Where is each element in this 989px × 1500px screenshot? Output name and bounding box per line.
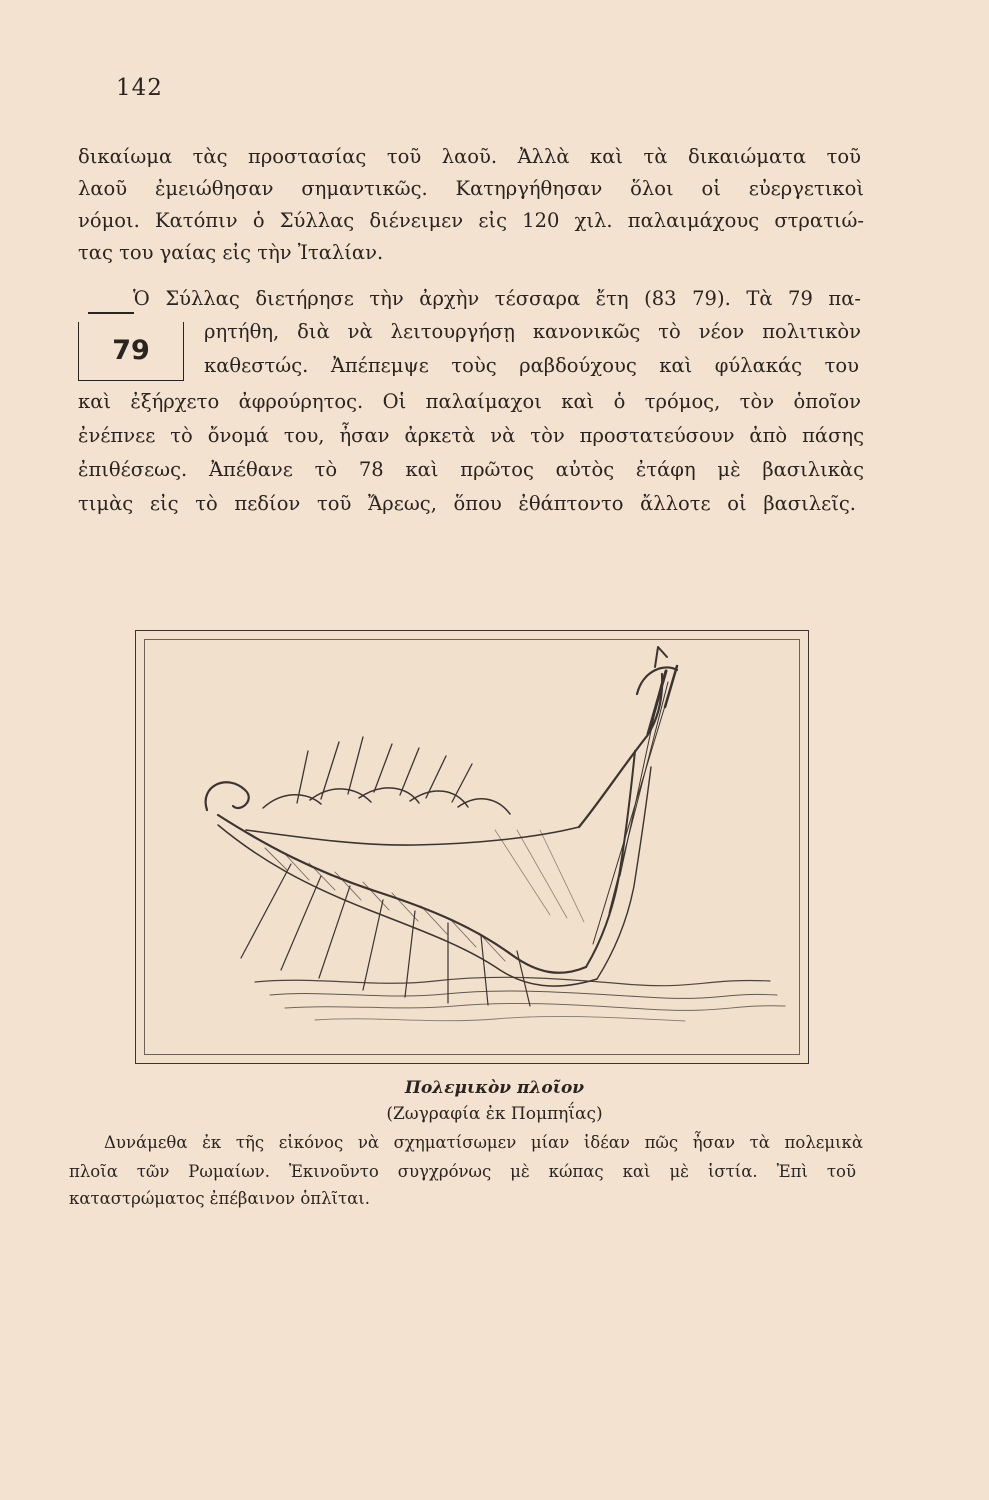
body-text-line: ἐνέπνεε τὸ ὄνομά του, ἦσαν ἀρκετὰ νὰ τὸν προστατεύσουν ἀπὸ πάσης [78,424,864,447]
margin-top-rule [88,312,134,314]
body-text-line: τας του γαίας εἰς τὴν Ἰταλίαν. [78,241,384,264]
margin-note-box [78,322,184,381]
body-text-line: Ὁ Σύλλας διετήρησε τὴν ἀρχὴν τέσσαρα ἔτη (83 79). Τὰ 79 πα- [133,287,861,310]
body-text-line: καθεστώς. Ἀπέπεμψε τοὺς ραβδούχους καὶ φύλακάς του [204,354,859,377]
body-text-line: νόμοι. Κατόπιν ὁ Σύλλας διένειμεν εἰς 120 χιλ. παλαιμάχους στρατιώ- [78,209,864,232]
warship-illustration [145,640,799,1054]
figure-inner-border [144,639,800,1055]
body-text-line: λαοῦ ἐμειώθησαν σημαντικῶς. Κατηργήθησαν ὅλοι οἱ εὐεργετικοὶ [78,177,864,200]
body-text-line: δικαίωμα τὰς προστασίας τοῦ λαοῦ. Ἀλλὰ καὶ τὰ δικαιώματα τοῦ [78,145,861,168]
body-text-line: τιμὰς εἰς τὸ πεδίον τοῦ Ἄρεως, ὅπου ἐθάπτοντο ἄλλοτε οἱ βασιλεῖς. [78,492,856,515]
figure-caption-line: καταστρώματος ἐπέβαινον ὁπλῖται. [69,1189,371,1208]
figure-caption-line: πλοῖα τῶν Ρωμαίων. Ἐκινοῦντο συγχρόνως μὲ κώπας καὶ μὲ ἱστία. Ἐπὶ τοῦ [69,1162,856,1181]
margin-note-year: 79 [112,335,150,366]
figure-frame [135,630,809,1064]
figure-source: (Ζωγραφία ἐκ Πομπηΐας) [386,1104,603,1124]
figure-title: Πολεμικὸν πλοῖον [404,1078,585,1098]
body-text-line: καὶ ἐξήρχετο ἀφρούρητος. Οἱ παλαίμαχοι καὶ ὁ τρόμος, τὸν ὁποῖον [78,390,861,413]
body-text-line: ἐπιθέσεως. Ἀπέθανε τὸ 78 καὶ πρῶτος αὐτὸς ἐτάφη μὲ βασιλικὰς [78,458,864,481]
page-number: 142 [116,75,163,101]
figure-caption-line: Δυνάμεθα ἐκ τῆς εἰκόνος νὰ σχηματίσωμεν μίαν ἰδέαν πῶς ἦσαν τὰ πολεμικὰ [104,1133,863,1152]
body-text-line: ρητήθη, διὰ νὰ λειτουργήσῃ κανονικῶς τὸ νέον πολιτικὸν [204,320,861,343]
